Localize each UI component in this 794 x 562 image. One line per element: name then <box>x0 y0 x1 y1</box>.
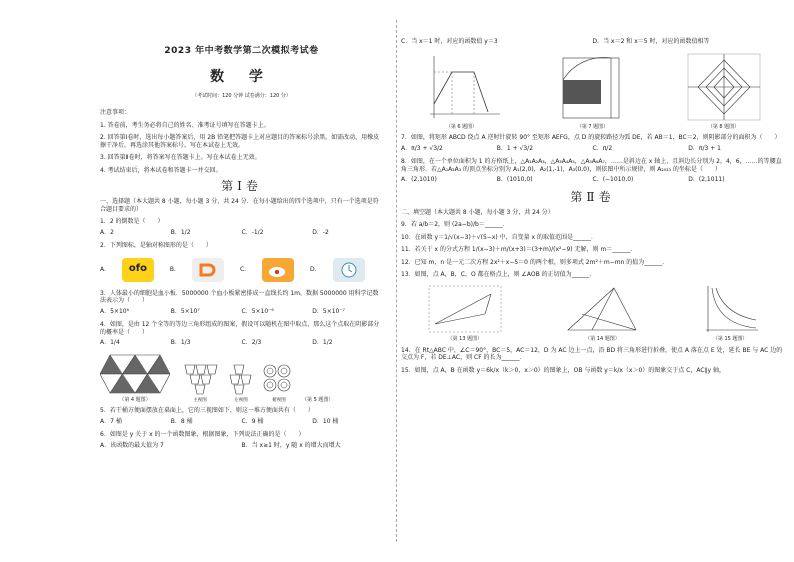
q1-option-b: B．1/2 <box>170 228 191 236</box>
note-item: 1. 答卷前，考生务必将自己的姓名、准考证号填写在答题卡上。 <box>100 121 270 129</box>
question-15: 15．如图，点 A，B 在函数 y＝6k/x（k＞0，x＞0）的图象上，OB 与函数 y＝k/x（x＞0）的图象交于点 C，AC∥y 轴， <box>401 366 726 374</box>
weibo-logo-icon <box>262 258 294 282</box>
exam-title: 2023 年中考数学第二次模拟考试卷 <box>164 46 319 56</box>
function-graph-figure <box>422 52 502 122</box>
q1-option-c: C．-1/2 <box>241 228 264 236</box>
question-8: 8．如图，在一个单位面积为 1 的方格纸上，△A₁A₂A₃，△A₃A₄A₅，△A₅A₆A₇，……是斜边在 x 轴上，且斜边长分别为 2，4，6，……的等腰直角三角形．若△A₁A₂A₃ 的顶点坐标分别为 A₁(2,0)，A₂(1,-1)，A₃(0,0)，则依图中所示规律，则 A₂₀₂₃ 的坐标是（ ） A．(2,1010) B．(1010,0) C．(−1010,0) D．(2,1011) <box>401 158 782 184</box>
question-10: 10．在函数 y＝1/√(x−3)＋√(5−x) 中，自变量 x 的取值范围是______． <box>401 233 598 241</box>
triangle-pattern-figure <box>100 353 170 395</box>
grid-angle-figure <box>425 284 505 334</box>
question-11: 11．若关于 x 的分式方程 1/(x−3)＋m/(x+3)＝(3+m)/(x²−9) 无解，则 m＝______． <box>401 246 637 254</box>
figure-5: 主视图 左视图 俯视图 （第 5 题图） <box>180 363 333 403</box>
subject-title: 数 学 <box>210 69 273 86</box>
question-1: 1．2 的倒数是（ ） A．2 B．1/2 C．-1/2 D．-2 <box>100 218 383 236</box>
right-page <box>397 0 794 562</box>
q6-options-cd: C．当 x＝1 时，对应的函数值 y＝3 D．当 x＝2 和 x＝5 时，对应的函数值相等 <box>401 38 710 45</box>
notes-title: 注意事项： <box>100 109 131 116</box>
question-5: 5．若干桶方便面摆放在桌面上，它的三视图如下，则这一堆方便面共有（ ） A．7 桶 B．8 桶 C．9 桶 D．10 桶 <box>100 407 339 425</box>
figures-4-5 <box>100 353 383 404</box>
question-9: 9．若 a/b＝2，则 (2a−b)/b＝______． <box>401 221 509 229</box>
figures-13-15: （第 13 题图） （第 14 题图） （第 15 题图） <box>401 284 784 343</box>
note-item: 3. 回答第Ⅱ卷时，将答案写在答题卡上。写在本试卷上无效。 <box>100 154 261 161</box>
section2-instructions: 二、填空题（本大题共 8 小题，每小题 3 分，共 24 分） <box>401 208 554 216</box>
note-item: 4. 考试结束后，将本试卷和答题卡一并交回。 <box>100 166 222 174</box>
grid-triangles-figure <box>684 52 764 122</box>
question-2: 2．下列图标，是轴对称图形的是（ ） A. ofo B. C. D. <box>100 242 383 282</box>
front-view-figure <box>180 363 220 395</box>
clock-logo-icon <box>333 258 365 282</box>
didi-logo-icon <box>192 258 224 282</box>
left-view-figure <box>226 363 256 395</box>
hyperbola-figure <box>700 284 760 334</box>
question-4: 4．如图，是由 12 个全等的等边三角形组成的图案，假设可以随机在图中取点，那么这个点取在阴影部分的概率是（ ） A．1/4 B．1/3 C．2/3 D．1/2 <box>100 321 380 346</box>
q1-option-d: D．-2 <box>312 228 329 236</box>
q1-option-a: A．2 <box>100 228 114 236</box>
question-7: 7．如图，将矩形 ABCD 绕点 A 逆时针旋转 90° 至矩形 AEFG，点 D 的旋转路径为弧 DE，若 AB＝1，BC＝2，则阴影部分的面积为（ ） A．π/3 + √3/2 B．1 + √3/2 C．π/2 D．π/3 + 1 <box>401 134 781 152</box>
ofo-logo-icon: ofo <box>122 258 154 282</box>
figure-4: （第 4 题图） <box>100 353 170 404</box>
rotated-rectangle-figure <box>553 52 633 122</box>
exam-meta: （考试时间：120 分钟 试卷满分：120 分） <box>192 92 291 99</box>
question-3: 3．人体最小的细胞是血小板．5000000 个血小板紧密排成一直线长约 1m，数据 5000000 用科学记数法表示为（ ） A．5×10⁶ B．5×10⁷ C．5×10⁻⁶ D．5×10⁻⁷ <box>100 289 379 315</box>
top-view-figure <box>262 363 296 395</box>
figures-6-8: （第 6 题图） （第 7 题图） （第 8 题图） <box>401 52 784 131</box>
section1-instructions: 一、选择题（本大题共 8 小题，每小题 3 分，共 24 分．在每小题给出的四个选项中，只有一个选项是符合题目要求的） <box>100 198 379 213</box>
part1-title: 第Ⅰ卷 <box>221 179 262 193</box>
part2-title: 第Ⅱ卷 <box>570 189 615 204</box>
question-14: 14．在 Rt△ABC 中，∠C＝90°，BC＝5，AC＝12，D 为 AC 边上一点，沿 BD 将三角形进行折叠，使点 A 落在点 E 处，延长 BE 与 AC 边的交点为 F，若 DE⊥AC，则 CF 的长为______． <box>401 346 783 361</box>
question-13: 13．如图，点 A，B，C，O 都在格点上，则 ∠AOB 的正切值为______． <box>401 271 596 279</box>
note-item: 2. 回答第Ⅰ卷时，选出每小题答案后，用 2B 铅笔把答题卡上对应题目的答案标号涂黑。如需改动，用橡皮擦干净后，再选涂其他答案标号。写在本试卷上无效。 <box>100 134 380 149</box>
question-6: 6．如图是 y 关于 x 的一个函数图象，根据图象，下列说法正确的是（ ） A．该函数的最大值为 7 B．当 x≥1 时，y 随 x 的增大而增大 <box>100 431 341 449</box>
question-12: 12．已知 m，n 是一元二次方程 2x²＋x−5＝0 的两个根，则多项式 2m²＋m−mn 的值为______． <box>401 258 669 266</box>
folded-triangle-figure <box>562 284 642 334</box>
